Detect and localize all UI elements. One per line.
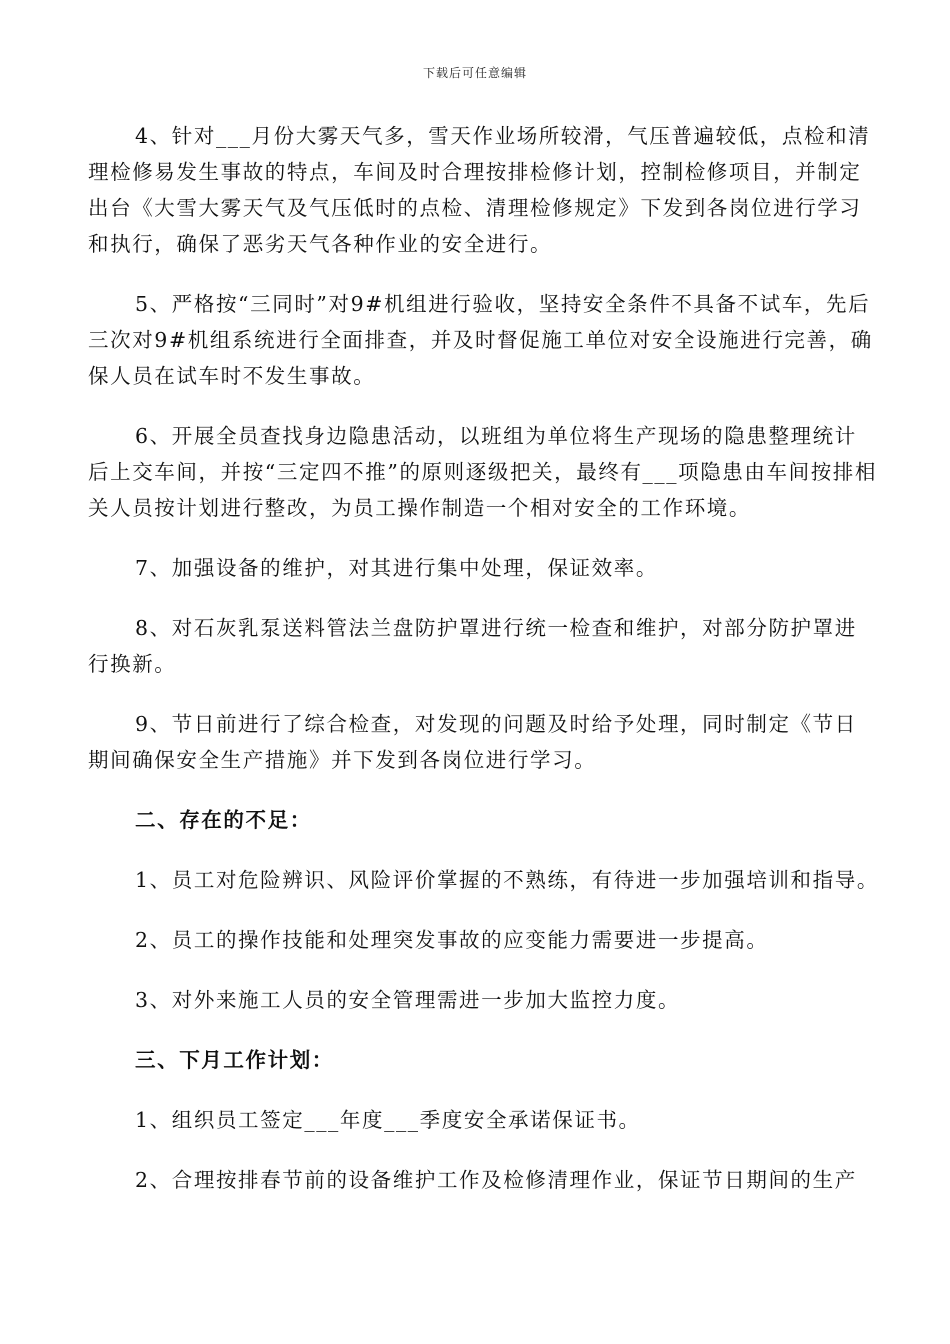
section-heading-next-month-plan: 三、下月工作计划：	[135, 1048, 334, 1072]
page-header: 下载后可任意编辑	[422, 66, 527, 80]
plan-item-1: 1、组织员工签定___年度___季度安全承诺保证书。	[135, 1108, 641, 1132]
plan-item-2: 2、合理按排春节前的设备维护工作及检修清理作业，保证节日期间的生产	[135, 1168, 857, 1192]
shortcoming-item-1: 1、员工对危险辨识、风险评价掌握的不熟练，有待进一步加强培训和指导。	[135, 868, 879, 892]
paragraph-item-7: 7、加强设备的维护，对其进行集中处理，保证效率。	[135, 556, 658, 580]
shortcoming-item-2: 2、员工的操作技能和处理突发事故的应变能力需要进一步提高。	[135, 928, 769, 952]
paragraph-item-6: 6、开展全员查找身边隐患活动，以班组为单位将生产现场的隐患整理统计后上交车间，并按“三定四不推”的原则逐级把关，最终有___项隐患由车间按排相关人员按计划进行整改，为员工操作制造一个相对安全的工作环境。	[88, 424, 878, 520]
paragraph-item-8: 8、对石灰乳泵送料管法兰盘防护罩进行统一检查和维护，对部分防护罩进行换新。	[88, 616, 857, 676]
section-heading-shortcomings: 二、存在的不足：	[135, 808, 312, 832]
shortcoming-item-3: 3、对外来施工人员的安全管理需进一步加大监控力度。	[135, 988, 681, 1012]
paragraph-item-5: 5、严格按“三同时”对9#机组进行验收，坚持安全条件不具备不试车，先后三次对9#机组系统进行全面排查，并及时督促施工单位对安全设施进行完善，确保人员在试车时不发生事故。	[88, 292, 873, 388]
document-body	[88, 118, 878, 1222]
paragraph-item-9: 9、节日前进行了综合检查，对发现的问题及时给予处理，同时制定《节日期间确保安全生产措施》并下发到各岗位进行学习。	[88, 712, 857, 772]
paragraph-item-4: 4、针对___月份大雾天气多，雪天作业场所较滑，气压普遍较低，点检和清理检修易发生事故的特点，车间及时合理按排检修计划，控制检修项目，并制定出台《大雪大雾天气及气压低时的点检、清理检修规定》下发到各岗位进行学习和执行，确保了恶劣天气各种作业的安全进行。	[88, 124, 871, 256]
